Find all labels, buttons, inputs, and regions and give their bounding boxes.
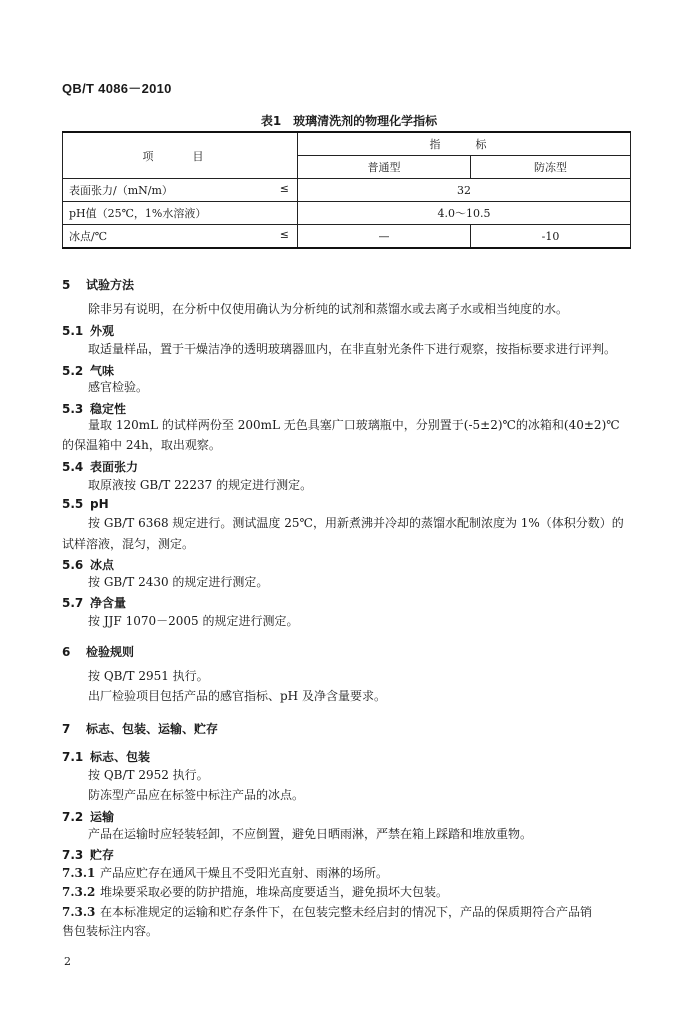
paragraph: 按 JJF 1070－2005 的规定进行测定。 [88,614,299,628]
paragraph: 量取 120mL 的试样两份至 200mL 无色具塞广口玻璃瓶中，分别置于(-5±2)℃的冰箱和(40±2)℃ [88,418,620,432]
section-heading: 7 标志、包装、运输、贮存 [62,722,219,736]
paragraph: 售包装标注内容。 [62,924,159,938]
paragraph: 按 QB/T 2951 执行。 [88,669,209,683]
subsection-heading: 5.2 气味 [62,364,115,378]
paragraph: 除非另有说明，在分析中仅使用确认为分析纯的试剂和蒸馏水或去离子水或相当纯度的水。 [88,302,569,316]
paragraph: 取原液按 GB/T 22237 的规定进行测定。 [88,478,313,492]
paragraph: 按 GB/T 6368 规定进行。测试温度 25℃，用新煮沸并冷却的蒸馏水配制浓度为 1%（体积分数）的 [88,516,624,530]
row-item: 表面张力/（mN/m） ≤ [63,179,298,202]
subsection-heading: 5.6 冰点 [62,558,115,572]
subsection-heading: 5.4 表面张力 [62,460,139,474]
paragraph: 试样溶液，混匀，测定。 [62,537,195,551]
paragraph: 按 QB/T 2952 执行。 [88,768,209,782]
standard-code: QB/T 4086－2010 [62,81,172,96]
row-value-normal: — [298,225,471,249]
row-value-antifreeze: -10 [471,225,631,249]
paragraph: 按 GB/T 2430 的规定进行测定。 [88,575,269,589]
row-value: 32 [298,179,631,202]
header-indicator: 指 标 [298,132,631,156]
paragraph: 的保温箱中 24h，取出观察。 [62,438,221,452]
paragraph: 防冻型产品应在标签中标注产品的冰点。 [88,788,305,802]
paragraph: 感官检验。 [88,380,149,394]
subsection-heading: 5.1 外观 [62,324,115,338]
subsection-heading: 5.3 稳定性 [62,402,127,416]
table-title: 表1 玻璃清洗剂的物理化学指标 [260,114,438,128]
subsection-heading: 5.7 净含量 [62,596,127,610]
paragraph: 出厂检验项目包括产品的感官指标、pH 及净含量要求。 [88,689,386,703]
table-row [63,179,631,202]
row-item: 冰点/℃ ≤ [63,225,298,249]
section-heading: 6 检验规则 [62,645,135,659]
table-header-row [63,132,631,156]
spec-table [62,131,631,249]
row-value: 4.0～10.5 [298,202,631,225]
clause: 7.3.1 产品应贮存在通风干燥且不受阳光直射、雨淋的场所。 [62,866,389,880]
subsection-heading: 5.5 pH [62,497,109,511]
header-antifreeze: 防冻型 [471,156,631,179]
subsection-heading: 7.2 运输 [62,810,115,824]
clause: 7.3.3 在本标准规定的运输和贮存条件下，在包装完整未经启封的情况下，产品的保质期符合产品销 [62,905,593,919]
header-item: 项 目 [63,132,298,179]
subsection-heading: 7.1 标志、包装 [62,750,151,764]
header-normal: 普通型 [298,156,471,179]
row-item: pH值（25℃，1%水溶液） [63,202,298,225]
subsection-heading: 7.3 贮存 [62,848,115,862]
page-number: 2 [64,955,71,968]
section-heading: 5 试验方法 [62,278,135,292]
paragraph: 产品在运输时应轻装轻卸，不应倒置，避免日晒雨淋，严禁在箱上踩踏和堆放重物。 [88,827,533,841]
table-row [63,225,631,249]
table-row [63,202,631,225]
paragraph: 取适量样品，置于干燥洁净的透明玻璃器皿内，在非直射光条件下进行观察，按指标要求进行评判。 [88,342,617,356]
clause: 7.3.2 堆垛要采取必要的防护措施，堆垛高度要适当，避免损坏大包装。 [62,885,449,899]
